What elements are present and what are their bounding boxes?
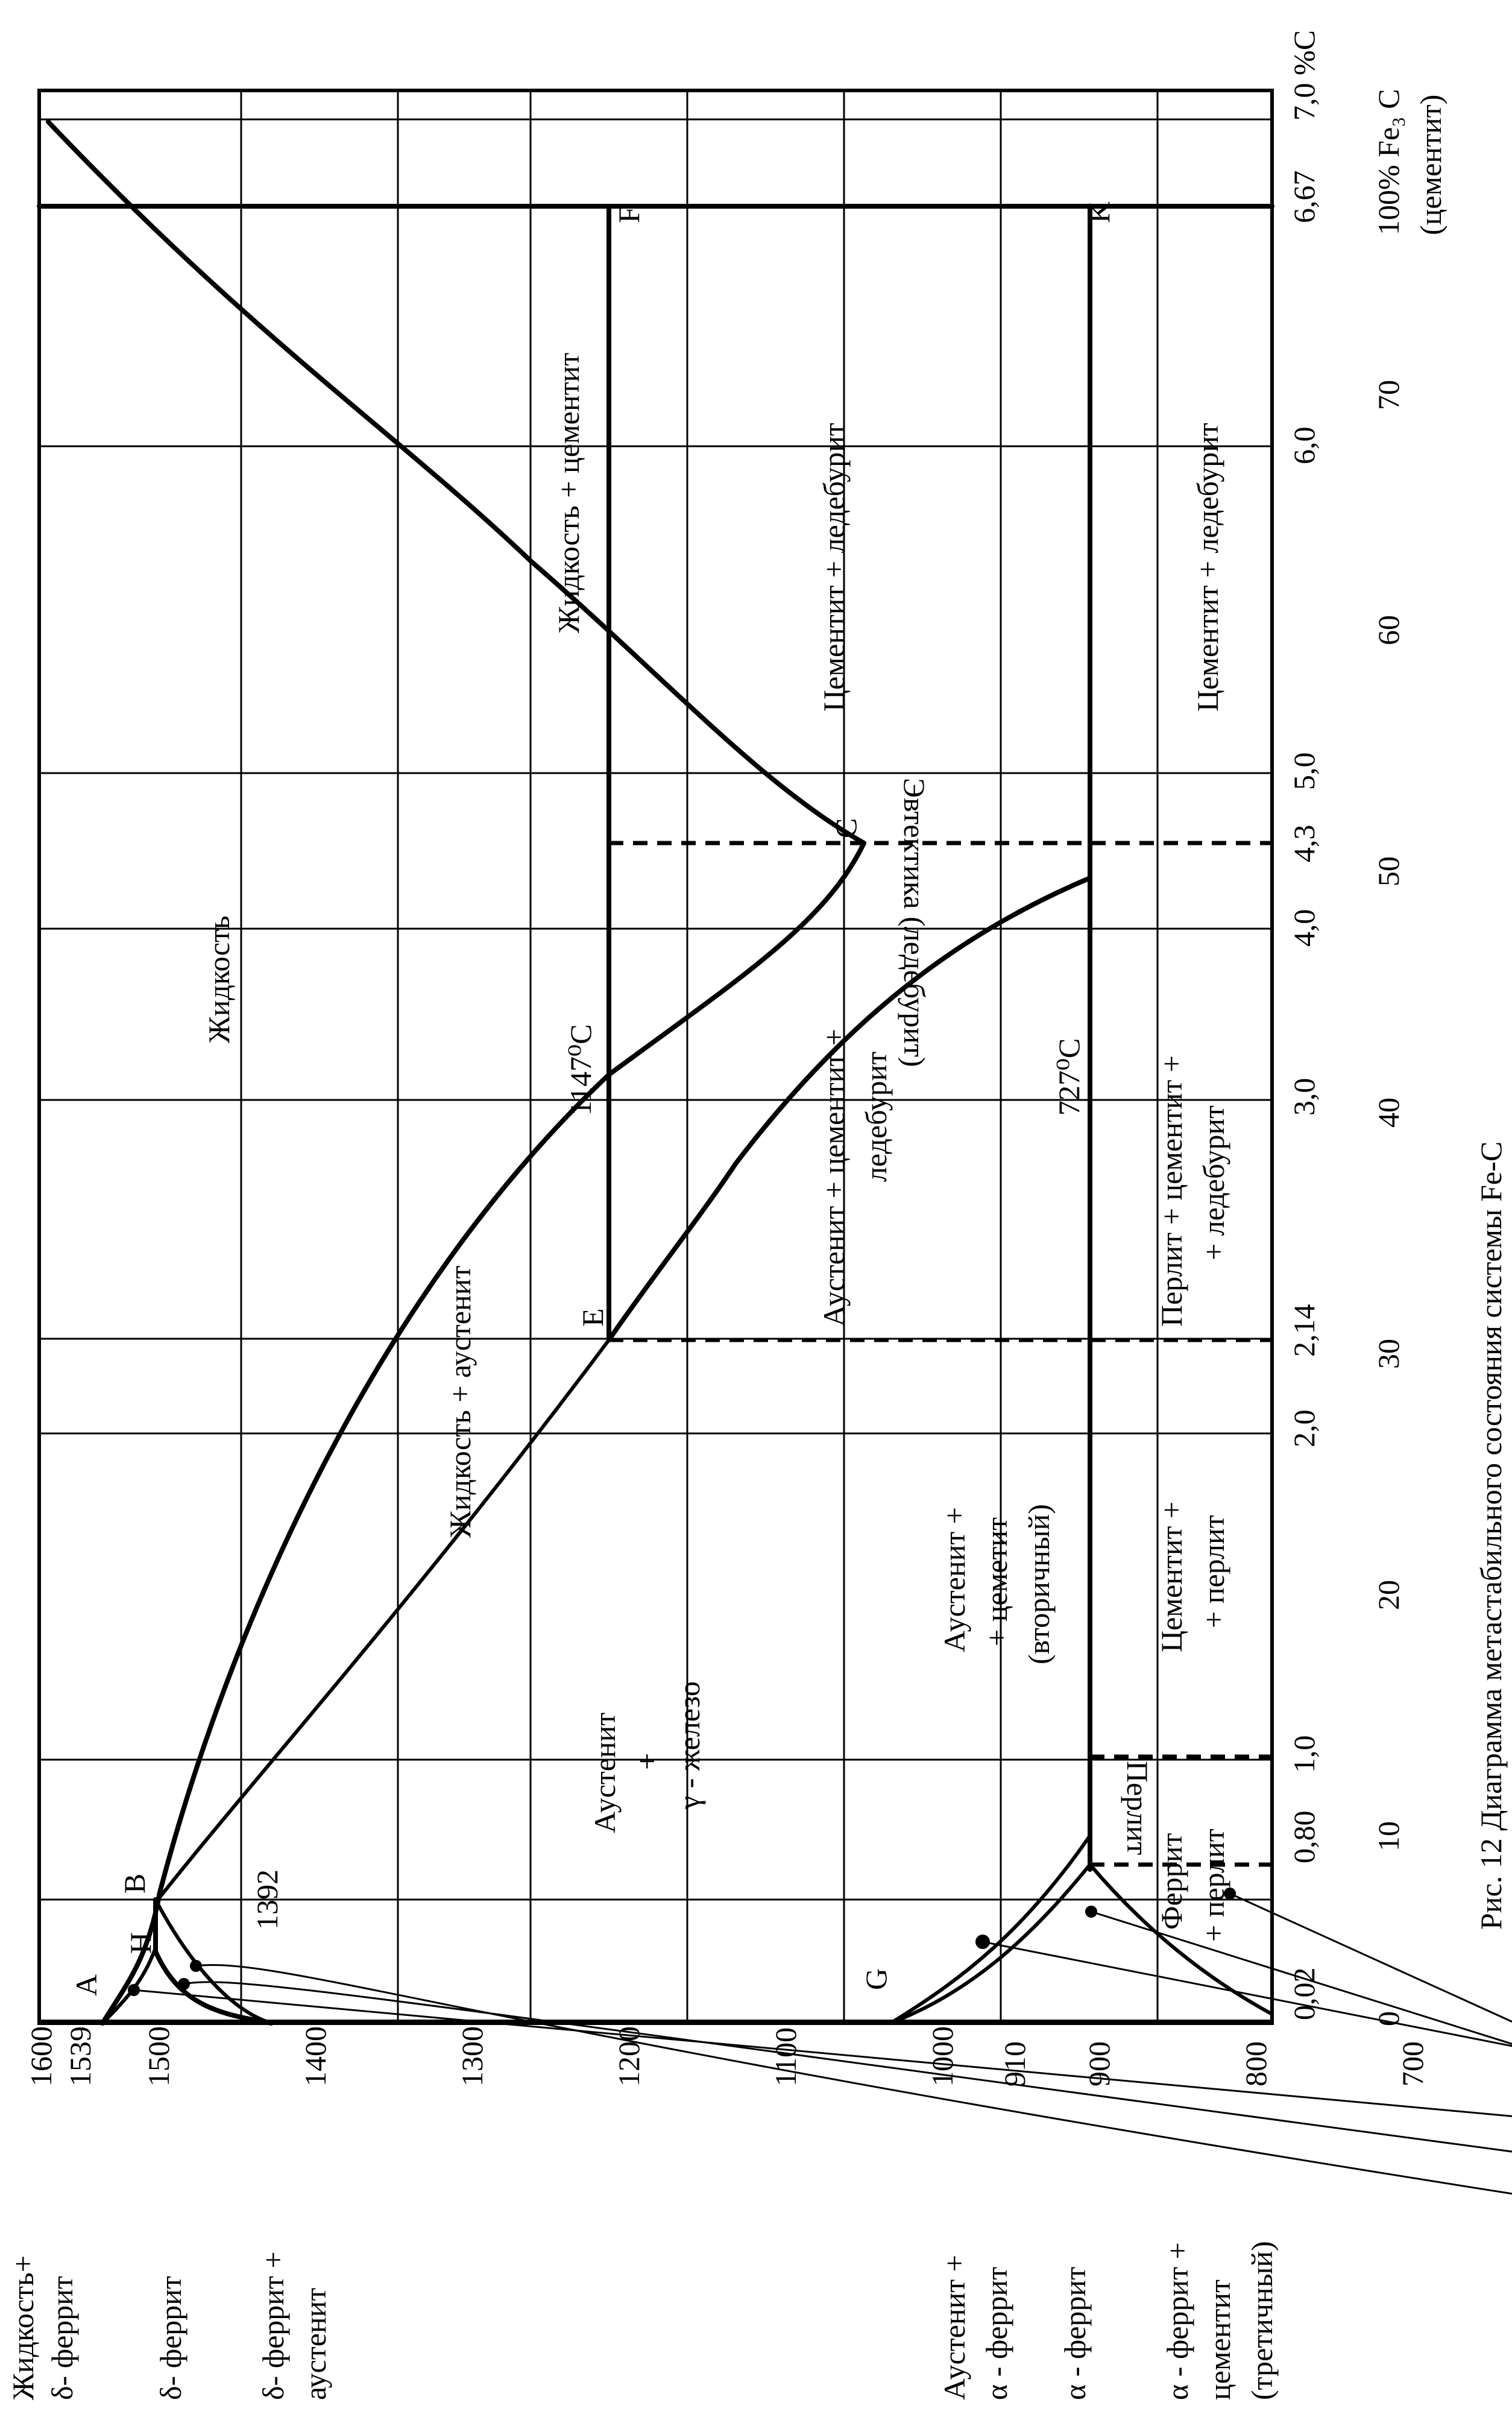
temperature-markers xyxy=(250,1024,1086,1930)
delta-solvus-hn xyxy=(156,1951,271,2023)
side-labels xyxy=(6,2241,1279,2400)
c-tick: 0,80 xyxy=(1287,1810,1321,1863)
t-tick: 1500 xyxy=(142,2026,175,2087)
fe3c-tick: 0 xyxy=(1372,2011,1405,2026)
point-C: C xyxy=(829,818,863,838)
point-A: A xyxy=(69,1974,103,1996)
side-alpha-cem-1: α - феррит + xyxy=(1161,2242,1194,2400)
t-tick: 1000 xyxy=(925,2026,959,2087)
side-alpha-cem-3: (третичный) xyxy=(1245,2241,1279,2400)
t-tick: 1200 xyxy=(612,2026,646,2087)
temp-1392: 1392 xyxy=(250,1869,284,1930)
region-pearlite: Перлит xyxy=(1121,1761,1154,1856)
point-E: E xyxy=(576,1308,610,1327)
region-cem-led-lower: Цементит + ледебурит xyxy=(1191,423,1224,712)
c-tick: 2,14 xyxy=(1287,1304,1321,1357)
t-tick: 910 xyxy=(998,2041,1032,2087)
region-ferrite-pearlite-2: + перлит xyxy=(1197,1828,1230,1942)
point-K: K xyxy=(1082,201,1116,223)
region-liquid: Жидкость xyxy=(202,915,236,1043)
region-ferrite-pearlite-1: Феррит xyxy=(1154,1833,1188,1930)
region-aust-cem-3: (вторичный) xyxy=(1022,1504,1056,1664)
region-liquid-cementite: Жидкость + цементит xyxy=(552,352,585,633)
side-alpha-cem-2: цементит xyxy=(1203,2279,1236,2400)
region-austenite-1: Аустенит xyxy=(588,1712,622,1833)
fe3c-tick: 20 xyxy=(1372,1580,1405,1610)
t-tick: 1300 xyxy=(455,2026,489,2087)
t-tick: 700 xyxy=(1396,2041,1429,2087)
temp-1147: 1147⁰C xyxy=(564,1024,597,1116)
region-labels xyxy=(202,353,1230,1942)
t-tick: 1400 xyxy=(298,2026,332,2087)
dashed-lines xyxy=(609,843,1272,1865)
fe3c-tick: 70 xyxy=(1372,380,1405,410)
region-cem-pearlite-2: + перлит xyxy=(1197,1515,1230,1628)
frame xyxy=(39,90,1272,2023)
fe3c-tick: 50 xyxy=(1372,856,1405,886)
side-liq-delta-2: δ- феррит xyxy=(45,2276,79,2400)
point-B: B xyxy=(118,1873,151,1894)
region-aust-cem-1: Аустенит + xyxy=(937,1507,971,1652)
side-delta-aust-2: аустенит xyxy=(298,2287,332,2400)
region-dots xyxy=(128,1888,1236,1996)
side-alpha: α - феррит xyxy=(1058,2266,1092,2400)
t-tick: 1100 xyxy=(769,2027,802,2087)
side-aust-alpha-2: α - феррит xyxy=(980,2266,1013,2400)
c-tick: 2,0 xyxy=(1287,1409,1321,1447)
c-tick: 4,3 xyxy=(1287,824,1321,862)
temp-727: 727⁰C xyxy=(1052,1038,1086,1116)
side-delta-aust-1: δ- феррит + xyxy=(256,2251,290,2400)
carbon-axis xyxy=(1287,30,1321,2020)
region-austenite-2: + xyxy=(630,1752,664,1770)
solidus-je xyxy=(158,1340,609,1900)
c-tick: 6,67 xyxy=(1287,170,1321,223)
c-tick: 0,02 xyxy=(1287,1967,1321,2020)
region-aust-cem-2: + цеметит xyxy=(980,1517,1013,1646)
c-tick: 3,0 xyxy=(1287,1078,1321,1116)
region-aust-cem-led-2: ледебурит xyxy=(859,1051,893,1182)
fe3c-tick: 60 xyxy=(1372,615,1405,645)
side-liq-delta-1: Жидкость+ xyxy=(6,2255,40,2400)
fe3c-tick: 40 xyxy=(1372,1098,1405,1128)
c-tick: 6,0 xyxy=(1287,426,1321,464)
liquidus-cd xyxy=(48,122,864,843)
c-tick: 7,0 %C xyxy=(1287,30,1321,121)
t-tick: 900 xyxy=(1082,2041,1116,2087)
point-H: H xyxy=(124,1932,157,1954)
figure-caption: Рис. 12 Диаграмма метастабильного состояния системы Fe-C xyxy=(1474,1141,1508,1930)
c-tick: 1,0 xyxy=(1287,1735,1321,1773)
region-liquid-austenite: Жидкость + аустенит xyxy=(443,1265,477,1538)
point-G: G xyxy=(859,1968,893,1990)
region-aust-cem-led-1: Аустенит + цементит + xyxy=(817,1028,851,1327)
side-aust-alpha-1: Аустенит + xyxy=(937,2255,971,2400)
region-cem-pearlite-1: Цементит + xyxy=(1154,1501,1188,1652)
region-eutectic: Эвтектика (ледебурит) xyxy=(898,778,931,1067)
t-tick: 1600 xyxy=(24,2026,58,2087)
t-tick: 1539 xyxy=(63,2026,97,2087)
region-austenite-3: γ - железо xyxy=(672,1681,706,1809)
a3-line-gs xyxy=(890,1836,1090,2023)
phase-lines xyxy=(39,122,1272,2023)
fe3c-note: (цементит) xyxy=(1414,94,1447,235)
point-F: F xyxy=(612,206,646,223)
side-delta: δ- феррит xyxy=(154,2276,187,2400)
region-pearl-cem-led-1: Перлит + цементит + xyxy=(1154,1055,1188,1327)
fe3c-axis xyxy=(1372,89,1447,2026)
fe3c-tick: 30 xyxy=(1372,1339,1405,1369)
temperature-axis xyxy=(24,2026,1429,2087)
t-tick: 800 xyxy=(1239,2041,1273,2087)
c-tick: 5,0 xyxy=(1287,752,1321,790)
region-cem-led-upper: Цементит + ледебурит xyxy=(817,423,851,712)
pointer-lines xyxy=(134,1894,1512,2310)
fe3c-tick: 10 xyxy=(1372,1821,1405,1851)
region-pearl-cem-led-2: + ледебурит xyxy=(1197,1105,1230,1260)
fe3c-tick: 100% Fe₃ C xyxy=(1372,89,1405,235)
grid xyxy=(39,90,1272,2023)
c-tick: 4,0 xyxy=(1287,909,1321,947)
